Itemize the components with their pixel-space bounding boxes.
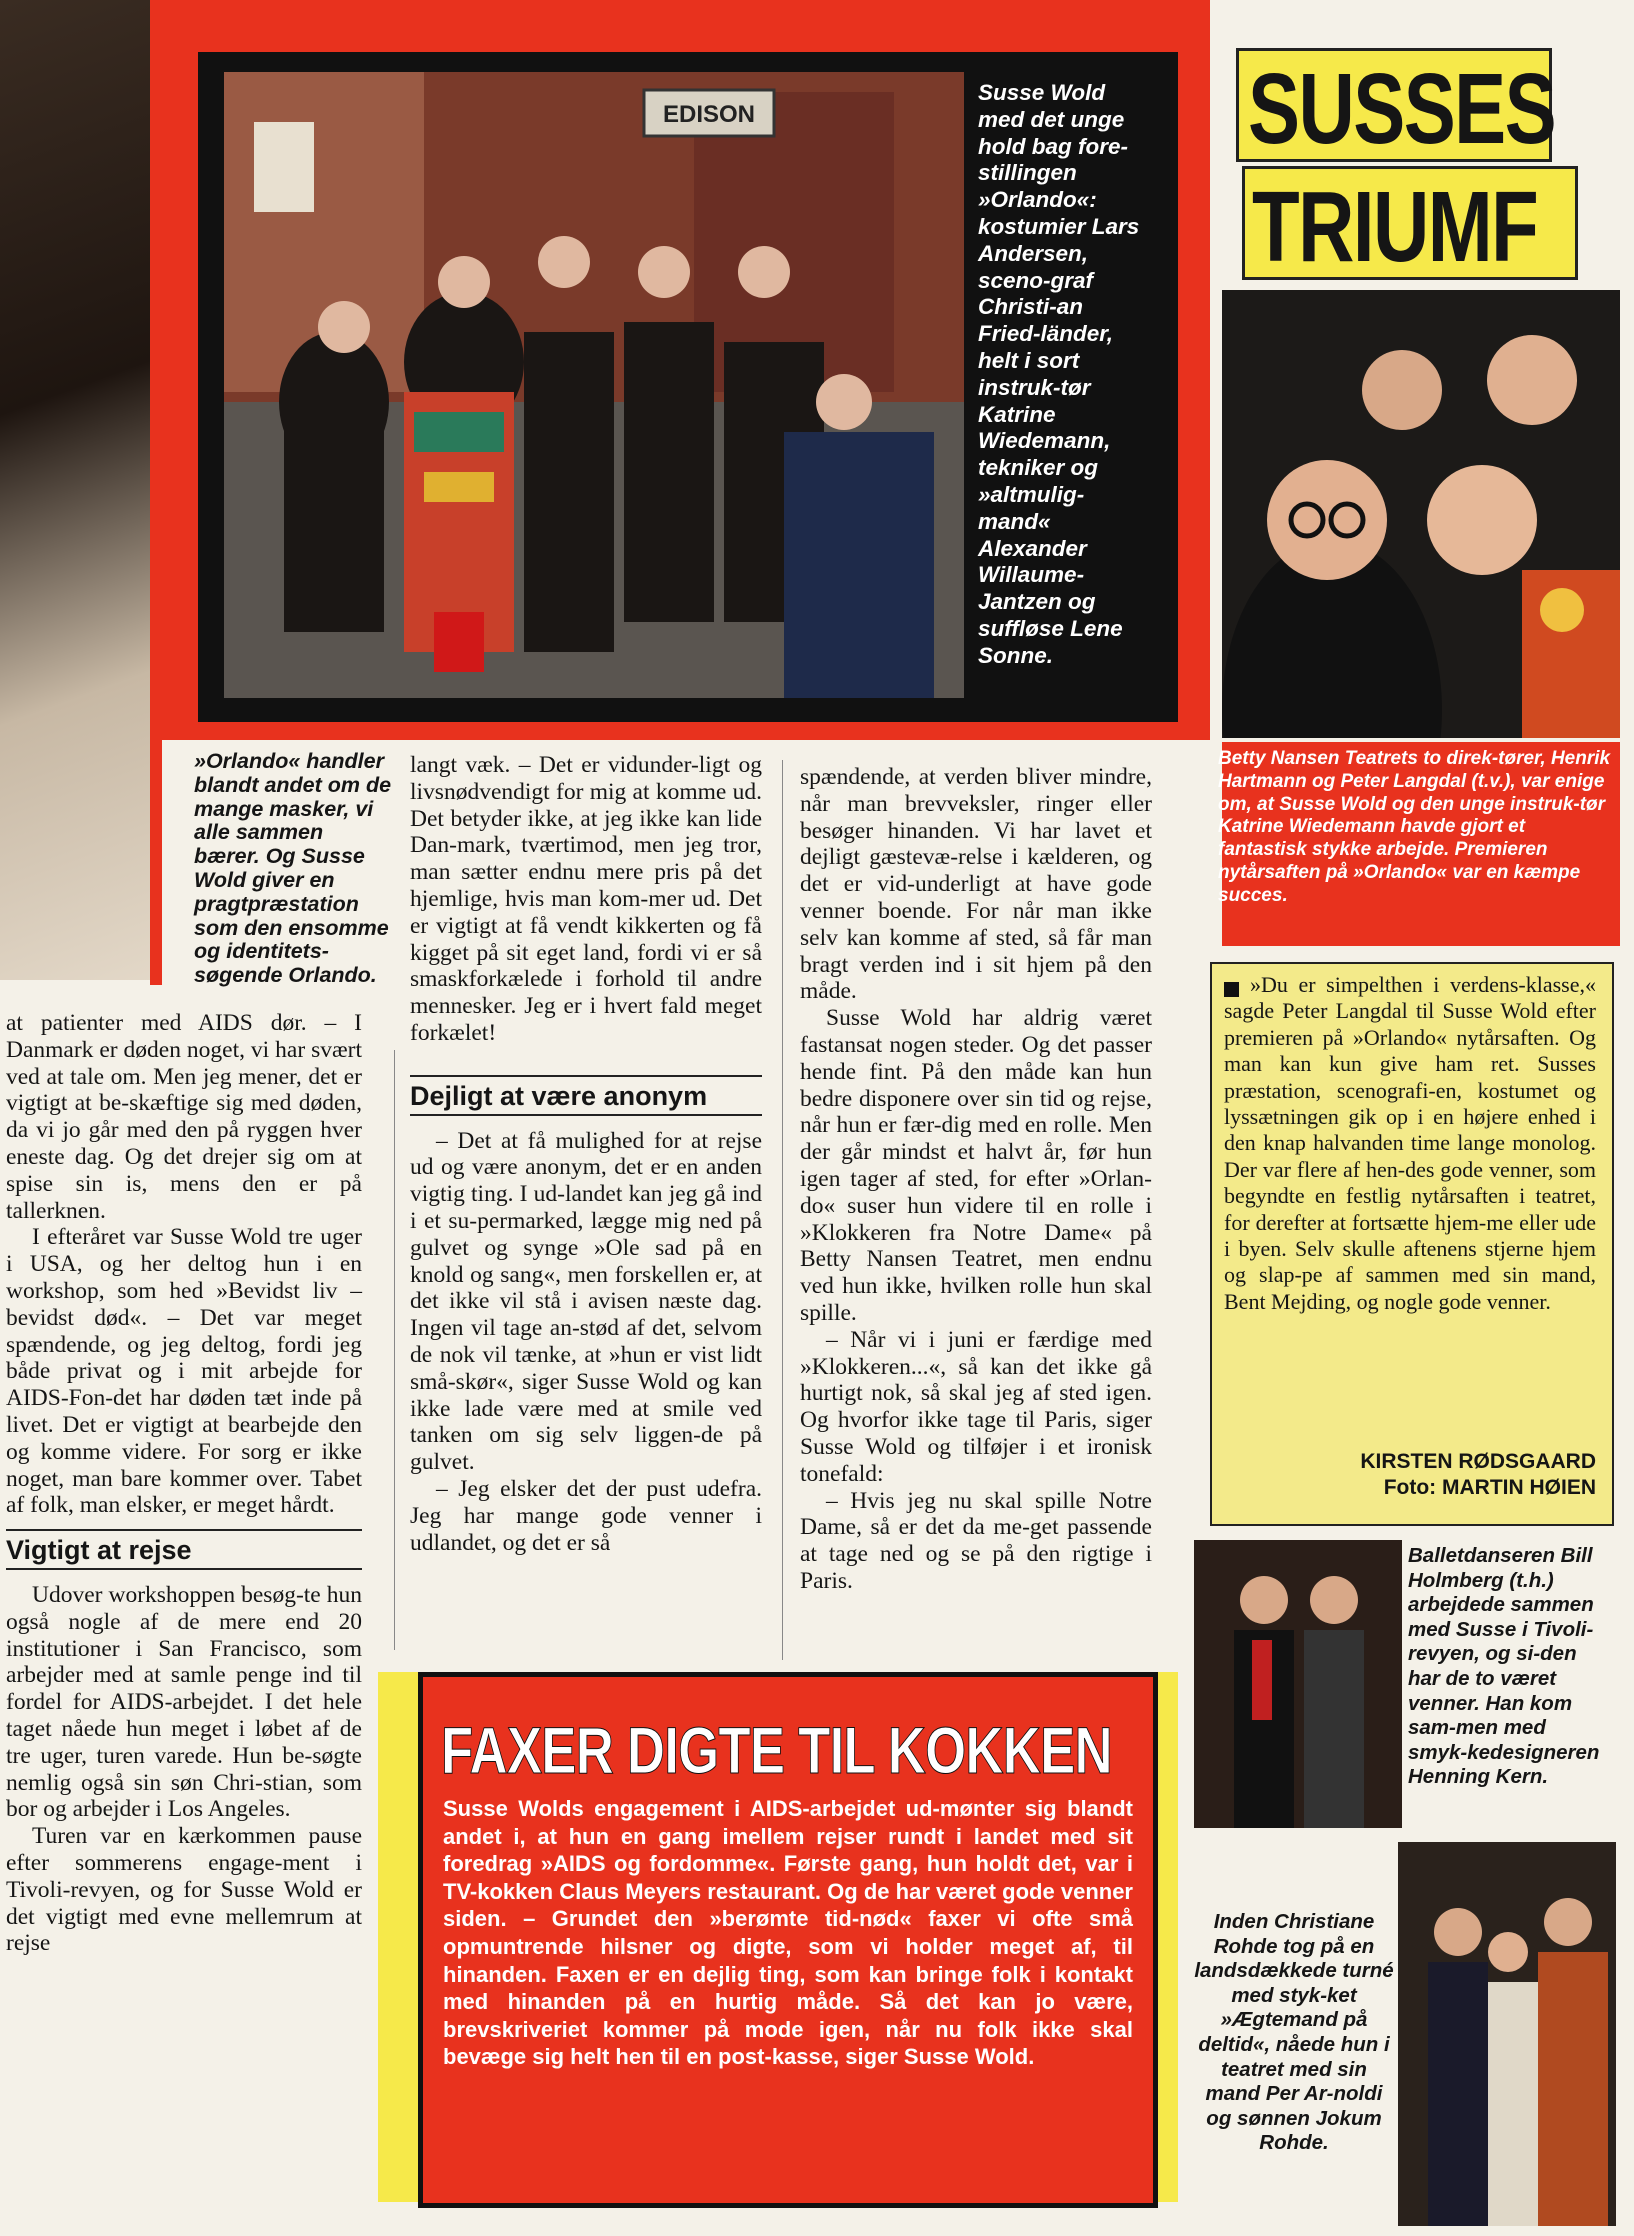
fax-box-title: FAXER DIGTE TIL KOKKEN (441, 1713, 1112, 1787)
col3-paragraph-2: Susse Wold har aldrig været fastansat nogen steder. Og det passer hende fint. På den måde kan hun bedre disponere over sin tid og rejse, når hun er fær-dig med en rolle. Men der går mindst et halvt år, før hun igen tager af sted, for efter »Orlan-do« suser hun videre til en rolle i »Klokkeren fra Notre Dame« på Betty Nansen Teatret, men endnu ved hun ikke, hvilken rolle hun skal spille. (800, 1005, 1152, 1326)
col2-paragraph-1: langt væk. – Det er vidunder-ligt og livsnødvendigt for mig at komme ud. Det betyder ikke, at jeg ikke kan lide Dan-mark, tværtimod, men jeg tror, man sætter endnu mere pris på det hjemlige, hvis man kom-mer ud. Det er vigtigt at få vendt kikkerten og få kigget på sit eget land, fordi vi er så smaskforkælede i forhold til andre mennesker. Jeg er i hvert fald meget forkælet! (410, 752, 762, 1046)
main-photo-caption: Susse Wold med det unge hold bag fore-stillingen »Orlando«: kostumier Lars Andersen, sceno-graf Christi-an Fried-länder, helt i sort instruk-tør Katrine Wiedemann, tekniker og »altmulig-mand« Alexander Willaume-Jantzen og suffløse Lene Sonne. (978, 80, 1140, 668)
main-photo (224, 72, 964, 698)
fax-box (418, 1672, 1158, 2208)
col1-subhead: Vigtigt at rejse (6, 1529, 362, 1570)
column-3 (800, 764, 1152, 1595)
col3-paragraph-4: – Hvis jeg nu skal spille Notre Dame, så er det da me-get passende at tage ned og se på den rigtige i Paris. (800, 1487, 1152, 1594)
quote-box (1210, 962, 1614, 1526)
fax-box-text: Susse Wolds engagement i AIDS-arbejdet ud-mønter sig blandt andet i, at hun en gang imellem rejser rundt i landet med sit foredrag »AIDS og fordomme«. Første gang, hun holdt det, var i TV-kokken Claus Meyers restaurant. Og de har været gode venner siden. – Grundet den »berømte tid-nød« faxer vi ofte små opmuntrende hilsner og digte, som vi holder meget af, til hinanden. Faxen er en dejlig ting, som kan bringe folk i kontakt med hinanden på en hurtig måde. Så det kan jo være, brevskriveriet kommer på mode igen, når nu folk ikke skal bevæge sig helt hen til en post-kasse, siger Susse Wold. (443, 1796, 1133, 2070)
col1-paragraph-2: I efteråret var Susse Wold tre uger i USA, og her deltog hun i en workshop, som hed »Bevidst liv – bevidst død«. – Det var meget spændende, og jeg deltog, fordi jeg både privat og i mit arbejde for AIDS-Fon-det har døden tæt inde på livet. Det er vigtigt at bearbejde den og komme videre. For sorg er ikke noget, man bare kommer over. Tabet af folk, man elsker, er meget hårdt. (6, 1224, 362, 1519)
rohde-caption: Inden Christiane Rohde tog på en landsdækkede turné med styk-ket »Ægtemand på deltid«, nåede hun i teatret med sin mand Per Ar-noldi og sønnen Jokum Rohde. (1194, 1910, 1394, 2155)
ballet-caption: Balletdanseren Bill Holmberg (t.h.) arbejdede sammen med Susse i Tivoli-revyen, og si-den har de to været venner. Han kom sam-men med smyk-kedesigneren Henning Kern. (1408, 1544, 1600, 1789)
col2-subhead: Dejligt at være anonym (410, 1075, 762, 1116)
left-photo-red-frame (150, 0, 162, 985)
left-edge-photo (0, 0, 160, 980)
column-divider-1 (394, 1050, 395, 1650)
edison-sign: EDISON (662, 101, 756, 128)
title-line-1: SUSSES (1248, 53, 1556, 165)
byline-author: KIRSTEN RØDSGAARD (1360, 1450, 1596, 1473)
col2-paragraph-3: – Jeg elsker det der pust udefra. Jeg har mange gode venner i udlandet, og det er så (410, 1475, 762, 1556)
column-2 (410, 752, 762, 1556)
title-block (1222, 28, 1614, 283)
col2-paragraph-2: – Det at få mulighed for at rejse ud og være anonym, det er en anden vigtig ting. I ud-landet kan jeg gå ind i et su-permarked, lægge mig ned på gulvet og synge »Ole sad på en knold og sang«, men forskellen er, at det ikke vil stå i avisen næste dag. Ingen vil tage an-stød af det, selvom de nok vil tænke, at »hun er vist lidt små-skør«, siger Susse Wold og kan ikke lade være med at smile ved tanken om sig selv liggen-de på gulvet. (410, 1127, 762, 1476)
title-line-2: TRIUMF (1252, 171, 1538, 283)
right-photo-caption: Betty Nansen Teatrets to direk-tører, Henrik Hartmann og Peter Langdal (t.v.), var enige om, at Susse Wold og den unge instruk-tør Katrine Wiedemann havde gjort et fantastisk stykke arbejde. Premieren nytårsaften på »Orlando« var en kæmpe succes. (1218, 748, 1611, 906)
rohde-photo (1398, 1842, 1616, 2226)
right-photo (1222, 290, 1620, 738)
col1-paragraph-1: at patienter med AIDS dør. – I Danmark er døden noget, vi har svært ved at tale om. Men jeg mener, det er vigtigt at be-skæftige sig med døden, da vi jo går med den på ryggen hver eneste dag. Og det drejer sig om at spise sin is, mens den er på tallerknen. (6, 1010, 362, 1224)
ballet-photo (1194, 1540, 1402, 1828)
col1-paragraph-4: Turen var en kærkommen pause efter sommerens engage-ment i Tivoli-revyen, og for Susse Wold er det vigtigt med evne mellemrum at rejse (6, 1823, 362, 1957)
col3-paragraph-3: – Når vi i juni er færdige med »Klokkeren...«, så kan det ikke gå hurtigt nok, så skal jeg af sted igen. Og hvorfor ikke tage til Paris, siger Susse Wold og tilføjer i et ironisk tonefald: (800, 1326, 1152, 1487)
col3-paragraph-1: spændende, at verden bliver mindre, når man brevveksler, ringer eller besøger hinanden. Vi har lavet et dejligt gæstevæ-relse i kælderen, og det er vid-underligt at have gode venner boende. For når man ikke selv kan komme af sted, så får man bragt verden ind i sit hjem på den måde. (800, 764, 1152, 1005)
left-caption: »Orlando« handler blandt andet om de mange masker, vi alle sammen bærer. Og Susse Wold giver en pragtpræstation som den ensomme og identitets-søgende Orlando. (194, 749, 392, 988)
column-1 (6, 1010, 362, 1957)
col1-paragraph-3: Udover workshoppen besøg-te hun også nogle af de mere end 20 institutioner i San Francisco, som arbejder med at samle penge ind til fordel for AIDS-arbejdet. I det hele taget nåede hun meget i løbet af de tre uger, turen varede. Hun be-søgte nemlig også sin søn Chri-stian, som bor og arbejder i Los Angeles. (6, 1581, 362, 1823)
quote-text: »Du er simpelthen i verdens-klasse,« sagde Peter Langdal til Susse Wold efter premieren på »Orlando« nytårsaften. Og man kan kun give ham ret. Susses præstation, scenografi-en, kostumet og lyssætningen gik op i en højere enhed i den knap halvanden time lange monolog. Der var flere af hen-des gode venner, som begyndte en festlig nytårsaften i teatret, for derefter at fortsætte hjem-me eller ude i byen. Selv skulle aftenens stjerne hjem og slap-pe af sammen med sin mand, Bent Mejding, og nogle gode venner. (1224, 972, 1596, 1314)
column-divider-2 (782, 760, 783, 1660)
byline-photo: Foto: MARTIN HØIEN (1383, 1476, 1596, 1499)
